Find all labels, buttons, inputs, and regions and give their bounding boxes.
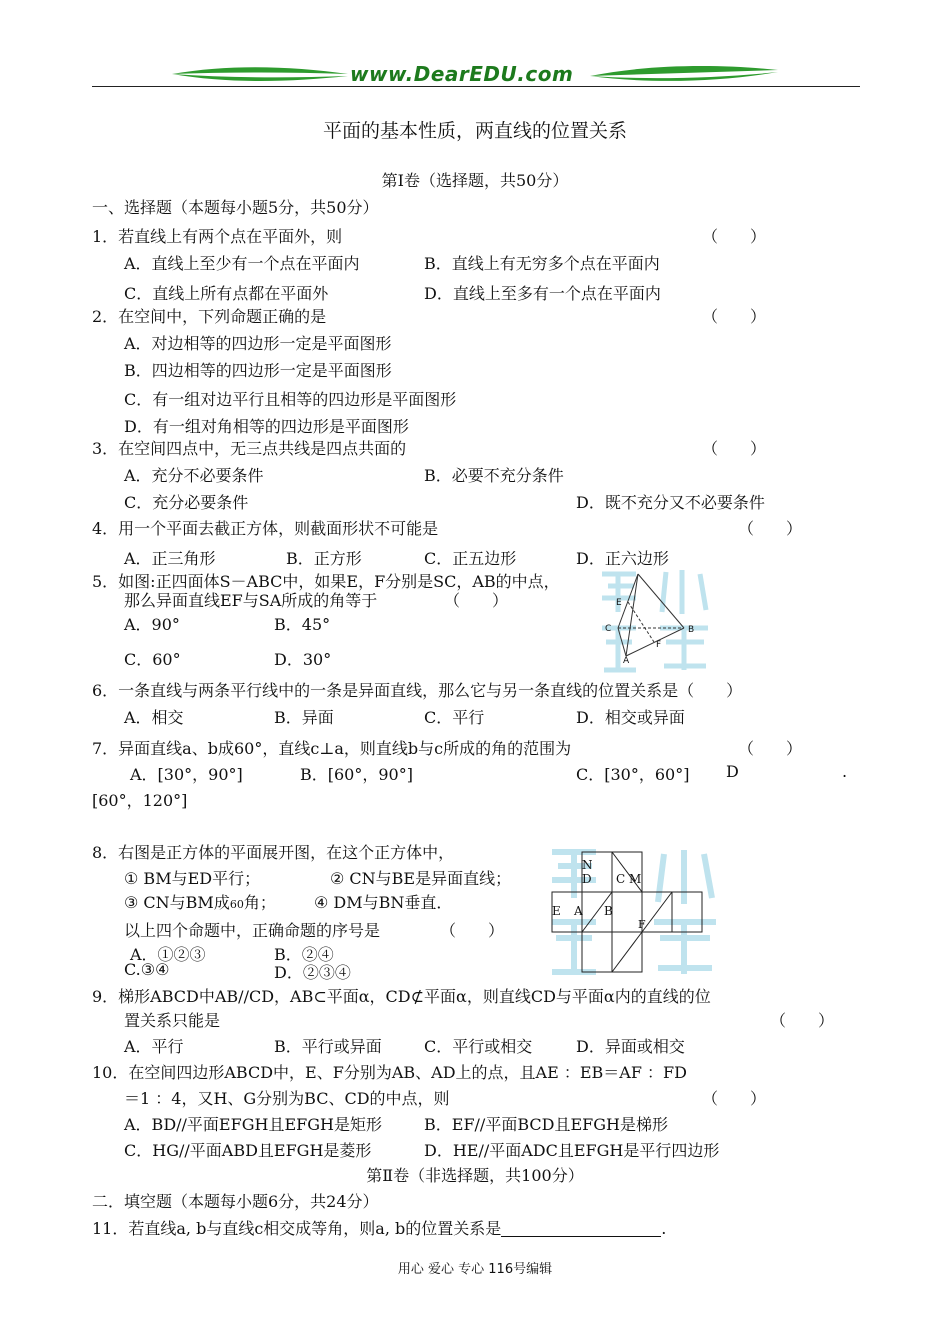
q8-statement-1: ① BM与ED平行； <box>124 869 261 888</box>
q6-stem: 6．一条直线与两条平行线中的一条是异面直线，那么它与另一条直线的位置关系是（ ） <box>92 681 743 700</box>
q11-end: . <box>661 1219 667 1238</box>
q8-label-b: B <box>604 904 613 918</box>
page-footer: 用心 爱心 专心 116号编辑 <box>397 1262 553 1277</box>
q9-stem: 9．梯形ABCD中AB//CD，AB⊂平面α，CD⊄平面α，则直线CD与平面α内的直线的位 <box>92 987 711 1006</box>
q1-option-c: C．直线上所有点都在平面外 <box>124 284 329 303</box>
q7-option-d-label: D <box>726 762 739 781</box>
q8-answer-paren: （ ） <box>440 921 505 940</box>
q10-stem: 10．在空间四边形ABCD中，E、F分别为AB、AD上的点，且AE ：EB＝AF ：FD <box>92 1063 687 1082</box>
q6-option-d: D．相交或异面 <box>576 708 685 727</box>
q8-stem: 8．右图是正方体的平面展开图，在这个正方体中， <box>92 843 455 862</box>
q8-statement-4: ④ DM与BN垂直． <box>314 893 453 912</box>
part2-heading: 第Ⅱ卷（非选择题，共100分） <box>366 1166 584 1185</box>
q11-answer-blank[interactable] <box>501 1220 661 1237</box>
q10-option-b: B．EF//平面BCD且EFGH是梯形 <box>424 1115 668 1134</box>
q5-label-c: C <box>605 624 612 634</box>
q8-option-b: B．②④ <box>274 945 334 964</box>
q6-option-c: C．平行 <box>424 708 485 727</box>
q5-stem-2: 那么异面直线EF与SA所成的角等于 <box>124 591 378 610</box>
q10-stem-2: ＝1 ：4，又H、G分别为BC、CD的中点，则 <box>124 1089 450 1108</box>
q5-figure <box>596 566 716 682</box>
q1-option-d: D．直线上至多有一个点在平面内 <box>424 284 661 303</box>
q11-stem <box>92 1216 666 1239</box>
q2-option-a: A．对边相等的四边形一定是平面图形 <box>124 334 392 353</box>
part1-heading: 第Ⅰ卷（选择题，共50分） <box>381 171 569 190</box>
q8-label-n: N <box>582 858 593 872</box>
q9-stem-2: 置关系只能是 <box>124 1011 221 1030</box>
q2-answer-paren: （ ） <box>702 307 767 326</box>
q8-label-e: E <box>552 904 561 918</box>
q3-stem: 3．在空间四点中，无三点共线是四点共面的 <box>92 439 407 458</box>
q5-label-b: B <box>688 625 695 635</box>
q3-option-b: B．必要不充分条件 <box>424 466 564 485</box>
q8-option-d: D．②③④ <box>274 963 351 982</box>
q9-option-c: C．平行或相交 <box>424 1037 533 1056</box>
q10-option-a: A．BD//平面EFGH且EFGH是矩形 <box>124 1115 382 1134</box>
q8-statement-3-text: ③ CN与BM成 <box>124 893 230 912</box>
section2-heading: 二．填空题（本题每小题6分，共24分） <box>92 1192 379 1211</box>
section1-heading: 一、选择题（本题每小题5分，共50分） <box>92 198 379 217</box>
q3-option-c: C．充分必要条件 <box>124 493 249 512</box>
q3-option-d: D．既不充分又不必要条件 <box>576 493 765 512</box>
q10-answer-paren: （ ） <box>702 1089 767 1108</box>
q7-option-a: A．[30°，90°] <box>130 765 243 784</box>
q8-statement-2: ② CN与BE是异面直线； <box>330 869 512 888</box>
q8-option-a: A．①②③ <box>130 945 206 964</box>
q11-text: 11．若直线a, b与直线c相交成等角，则a, b的位置关系是 <box>92 1219 502 1238</box>
q6-option-b: B．异面 <box>274 708 334 727</box>
q8-option-c: C.③④ <box>124 960 170 979</box>
q7-answer-paren: （ ） <box>738 739 803 758</box>
q7-option-b: B．[60°，90°] <box>300 765 413 784</box>
watermark-graphic-2 <box>546 846 722 986</box>
q5-option-c: C．60° <box>124 650 181 669</box>
q1-option-a: A．直线上至少有一个点在平面内 <box>124 254 360 273</box>
q10-option-d: D．HE//平面ADC且EFGH是平行四边形 <box>424 1141 720 1160</box>
q7-option-d-dot: . <box>842 762 848 781</box>
q8-label-d: D <box>582 872 592 886</box>
q2-option-b: B．四边相等的四边形一定是平面图形 <box>124 361 392 380</box>
q3-answer-paren: （ ） <box>702 439 767 458</box>
q9-option-d: D．异面或相交 <box>576 1037 685 1056</box>
q7-option-d-value: [60°，120°] <box>92 791 188 810</box>
q8-statement-3 <box>124 890 276 913</box>
q4-answer-paren: （ ） <box>738 519 803 538</box>
q8-label-a: A <box>574 904 583 918</box>
q4-option-b: B．正方形 <box>286 549 362 568</box>
q5-stem: 5．如图:正四面体S－ABC中，如果E，F分别是SC，AB的中点， <box>92 572 560 591</box>
q1-answer-paren: （ ） <box>702 227 767 246</box>
q10-option-c: C．HG//平面ABD且EFGH是菱形 <box>124 1141 372 1160</box>
site-logo[interactable]: www.DearEDU.com <box>350 62 574 86</box>
q4-option-d: D．正六边形 <box>576 549 669 568</box>
q5-label-a: A <box>623 656 630 666</box>
q5-answer-paren: （ ） <box>444 591 509 610</box>
q8-label-f: F <box>638 918 646 931</box>
q2-stem: 2．在空间中，下列命题正确的是 <box>92 307 327 326</box>
q7-option-c: C．[30°，60°] <box>576 765 690 784</box>
q7-stem: 7．异面直线a、b成60°，直线c⊥a，则直线b与c所成的角的范围为 <box>92 739 572 758</box>
q4-option-a: A．正三角形 <box>124 549 216 568</box>
q5-label-f: F <box>656 640 662 650</box>
q5-option-a: A．90° <box>124 615 180 634</box>
q9-option-a: A．平行 <box>124 1037 184 1056</box>
q5-option-d: D．30° <box>274 650 332 669</box>
q2-option-c: C．有一组对边平行且相等的四边形是平面图形 <box>124 390 457 409</box>
watermark-graphic <box>596 566 716 678</box>
q8-ask: 以上四个命题中，正确命题的序号是 <box>124 921 381 940</box>
q9-option-b: B．平行或异面 <box>274 1037 382 1056</box>
q8-figure <box>546 846 722 990</box>
q8-label-cm: C M <box>616 872 642 886</box>
q2-option-d: D．有一组对角相等的四边形是平面图形 <box>124 417 409 436</box>
page-title: 平面的基本性质，两直线的位置关系 <box>322 120 627 142</box>
q8-statement-3-angle: 60 <box>229 898 244 911</box>
q9-answer-paren: （ ） <box>770 1011 835 1030</box>
q6-option-a: A．相交 <box>124 708 184 727</box>
q4-stem: 4．用一个平面去截正方体，则截面形状不可能是 <box>92 519 439 538</box>
header-rule <box>92 86 860 87</box>
q8-statement-3-end: 角； <box>243 893 276 912</box>
q1-stem: 1．若直线上有两个点在平面外，则 <box>92 227 343 246</box>
q4-option-c: C．正五边形 <box>424 549 517 568</box>
q5-label-e: E <box>616 598 622 608</box>
q1-option-b: B．直线上有无穷多个点在平面内 <box>424 254 660 273</box>
q3-option-a: A．充分不必要条件 <box>124 466 264 485</box>
q5-option-b: B．45° <box>274 615 331 634</box>
